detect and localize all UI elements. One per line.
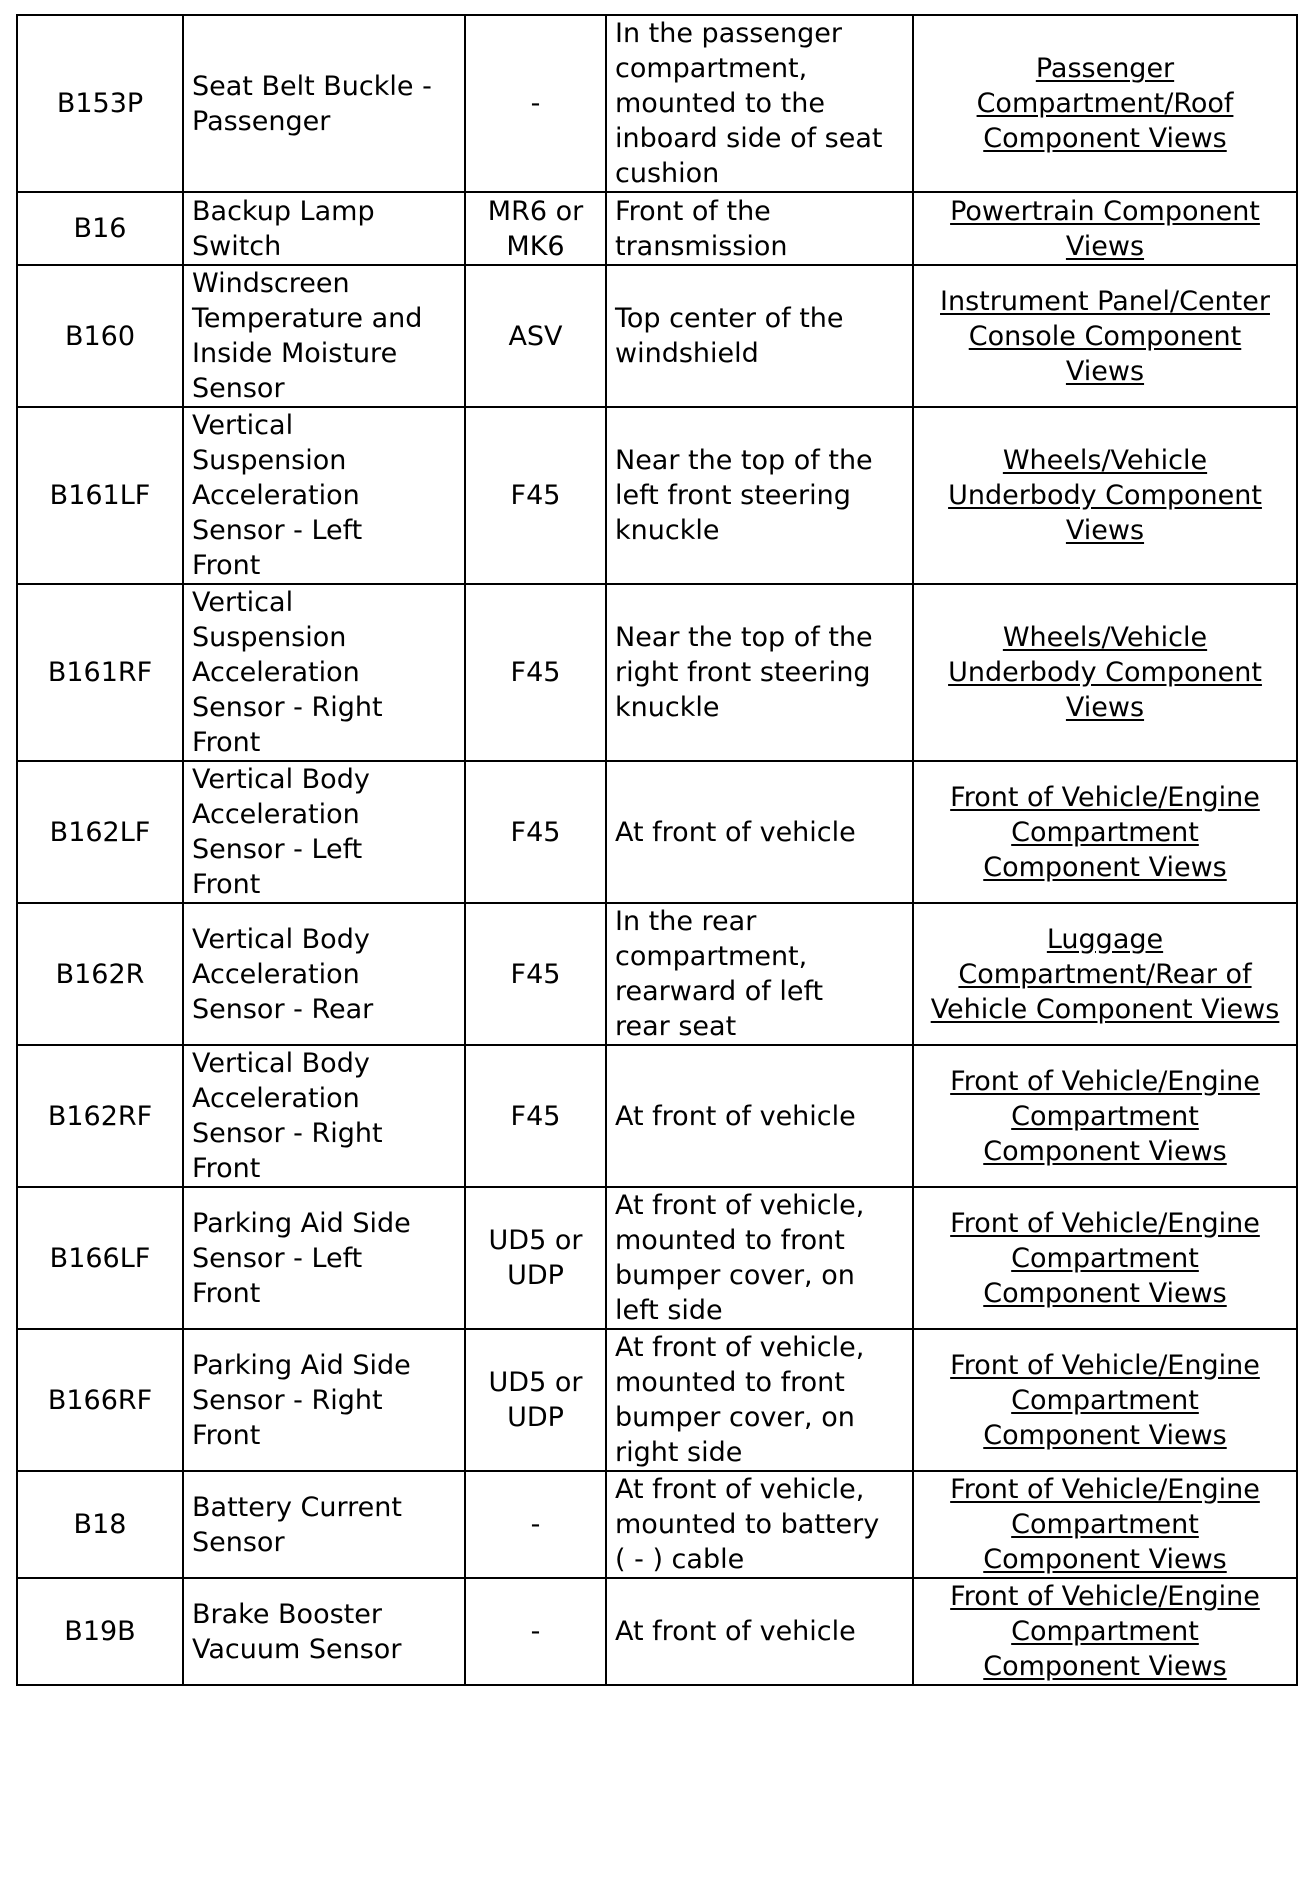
component-view-link[interactable]: Wheels/Vehicle Underbody Component Views [948, 622, 1262, 723]
component-view-cell [913, 1578, 1297, 1685]
table-row [17, 1578, 1297, 1685]
component-name-cell [183, 584, 465, 761]
component-view-link[interactable]: Front of Vehicle/Engine Compartment Component Views [950, 1581, 1260, 1682]
component-code: B166LF [49, 1242, 151, 1274]
location-cell [606, 1187, 913, 1329]
component-code-cell [17, 1329, 183, 1471]
option-code: - [530, 1616, 541, 1647]
component-view-cell [913, 15, 1297, 192]
table-row [17, 1471, 1297, 1578]
option-code-cell [465, 1578, 606, 1685]
location-cell [606, 761, 913, 903]
component-code-cell [17, 15, 183, 192]
component-code: B19B [64, 1616, 136, 1647]
component-view-cell [913, 1329, 1297, 1471]
component-name-cell [183, 15, 465, 192]
component-name-cell [183, 1045, 465, 1187]
component-name-cell [183, 1578, 465, 1685]
component-view-link[interactable]: Front of Vehicle/Engine Compartment Component Views [950, 1474, 1260, 1575]
component-name-cell [183, 192, 465, 265]
component-view-link[interactable]: Front of Vehicle/Engine Compartment Component Views [950, 781, 1260, 883]
table-row [17, 1045, 1297, 1187]
location-description: At front of vehicle [615, 1100, 856, 1132]
component-code-cell [17, 1578, 183, 1685]
location-description: At front of vehicle, mounted to front bumper cover, on right side [615, 1332, 865, 1468]
option-code-cell [465, 407, 606, 584]
component-name: Brake Booster Vacuum Sensor [192, 1598, 402, 1665]
component-view-cell [913, 584, 1297, 761]
option-code-cell [465, 15, 606, 192]
location-cell [606, 192, 913, 265]
location-description: Near the top of the right front steering knuckle [615, 622, 873, 723]
table-row [17, 1329, 1297, 1471]
component-name-cell [183, 761, 465, 903]
option-code: - [530, 88, 541, 119]
option-code: F45 [510, 480, 561, 511]
component-name-cell [183, 1187, 465, 1329]
component-code-cell [17, 192, 183, 265]
component-name: Parking Aid Side Sensor - Left Front [192, 1207, 411, 1309]
component-view-link[interactable]: Front of Vehicle/Engine Compartment Component Views [950, 1065, 1260, 1167]
table-row [17, 265, 1297, 407]
option-code-cell [465, 761, 606, 903]
location-cell [606, 1329, 913, 1471]
table-row [17, 584, 1297, 761]
option-code: MR6 or MK6 [487, 195, 584, 262]
component-view-cell [913, 1045, 1297, 1187]
option-code-cell [465, 1329, 606, 1471]
component-view-cell [913, 407, 1297, 584]
component-view-cell [913, 1471, 1297, 1578]
option-code-cell [465, 903, 606, 1045]
location-cell [606, 1045, 913, 1187]
component-view-cell [913, 1187, 1297, 1329]
location-description: In the rear compartment, rearward of left rear seat [615, 906, 824, 1042]
component-code: B162RF [47, 1100, 153, 1132]
component-view-link[interactable]: Passenger Compartment/Roof Component Views [976, 53, 1234, 154]
location-cell [606, 265, 913, 407]
component-name: Seat Belt Buckle - Passenger [192, 70, 432, 137]
component-view-link[interactable]: Front of Vehicle/Engine Compartment Component Views [950, 1349, 1260, 1451]
component-locator-sheet [16, 14, 1298, 1686]
component-code: B16 [73, 213, 127, 244]
location-description: At front of vehicle, mounted to front bumper cover, on left side [615, 1190, 865, 1326]
location-description: At front of vehicle [615, 1616, 856, 1647]
location-description: Front of the transmission [615, 195, 788, 262]
component-name: Backup Lamp Switch [192, 195, 375, 262]
component-code: B162R [55, 958, 145, 990]
component-code: B18 [73, 1509, 127, 1540]
table-row [17, 15, 1297, 192]
location-cell [606, 903, 913, 1045]
component-name: Vertical Body Acceleration Sensor - Rear [192, 923, 374, 1025]
option-code: F45 [510, 816, 561, 848]
option-code-cell [465, 1187, 606, 1329]
component-name: Battery Current Sensor [192, 1491, 402, 1558]
component-view-cell [913, 903, 1297, 1045]
location-cell [606, 1471, 913, 1578]
component-code: B153P [56, 88, 144, 119]
component-name-cell [183, 1329, 465, 1471]
option-code: UD5 or UDP [488, 1225, 583, 1291]
table-row [17, 407, 1297, 584]
component-code-cell [17, 761, 183, 903]
component-code-cell [17, 1471, 183, 1578]
table-body [17, 15, 1297, 1685]
option-code-cell [465, 265, 606, 407]
component-code: B161LF [49, 480, 151, 511]
location-description: At front of vehicle, mounted to battery ( - ) cable [615, 1474, 880, 1575]
component-locator-table [16, 14, 1298, 1686]
option-code-cell [465, 1045, 606, 1187]
component-view-link[interactable]: Powertrain Component Views [950, 195, 1260, 262]
component-code-cell [17, 584, 183, 761]
option-code-cell [465, 1471, 606, 1578]
location-description: Near the top of the left front steering knuckle [615, 445, 873, 546]
component-code: B160 [64, 320, 136, 352]
component-name: Vertical Suspension Acceleration Sensor - Left Front [192, 410, 363, 581]
option-code: ASV [508, 320, 563, 352]
component-name: Parking Aid Side Sensor - Right Front [192, 1349, 411, 1451]
option-code-cell [465, 584, 606, 761]
option-code-cell [465, 192, 606, 265]
table-row [17, 192, 1297, 265]
option-code: F45 [510, 958, 561, 990]
component-name: Vertical Body Acceleration Sensor - Right Front [192, 1048, 383, 1184]
component-name-cell [183, 903, 465, 1045]
option-code: F45 [510, 1100, 561, 1132]
location-cell [606, 584, 913, 761]
location-description: Top center of the windshield [615, 303, 844, 369]
component-name: Vertical Body Acceleration Sensor - Left Front [192, 764, 370, 900]
component-code-cell [17, 407, 183, 584]
component-view-cell [913, 265, 1297, 407]
component-code-cell [17, 265, 183, 407]
component-name-cell [183, 407, 465, 584]
component-code: B161RF [47, 657, 153, 688]
component-name-cell [183, 1471, 465, 1578]
component-view-link[interactable]: Luggage Compartment/Rear of Vehicle Component Views [930, 923, 1280, 1025]
component-view-link[interactable]: Wheels/Vehicle Underbody Component Views [948, 445, 1262, 546]
component-view-link[interactable]: Front of Vehicle/Engine Compartment Component Views [950, 1207, 1260, 1309]
component-view-cell [913, 761, 1297, 903]
location-cell [606, 407, 913, 584]
component-view-link[interactable]: Instrument Panel/Center Console Component Views [940, 285, 1270, 387]
component-name-cell [183, 265, 465, 407]
component-code-cell [17, 903, 183, 1045]
location-cell [606, 1578, 913, 1685]
component-name: Windscreen Temperature and Inside Moisture Sensor [192, 268, 423, 404]
component-code-cell [17, 1045, 183, 1187]
component-name: Vertical Suspension Acceleration Sensor - Right Front [192, 587, 383, 758]
component-code: B162LF [49, 816, 151, 848]
location-description: At front of vehicle [615, 816, 856, 848]
component-code: B166RF [47, 1384, 153, 1416]
location-description: In the passenger compartment, mounted to the inboard side of seat cushion [615, 18, 883, 189]
option-code: F45 [510, 657, 561, 688]
location-cell [606, 15, 913, 192]
component-view-cell [913, 192, 1297, 265]
option-code: - [530, 1509, 541, 1540]
table-row [17, 903, 1297, 1045]
option-code: UD5 or UDP [488, 1367, 583, 1433]
table-row [17, 761, 1297, 903]
table-row [17, 1187, 1297, 1329]
component-code-cell [17, 1187, 183, 1329]
